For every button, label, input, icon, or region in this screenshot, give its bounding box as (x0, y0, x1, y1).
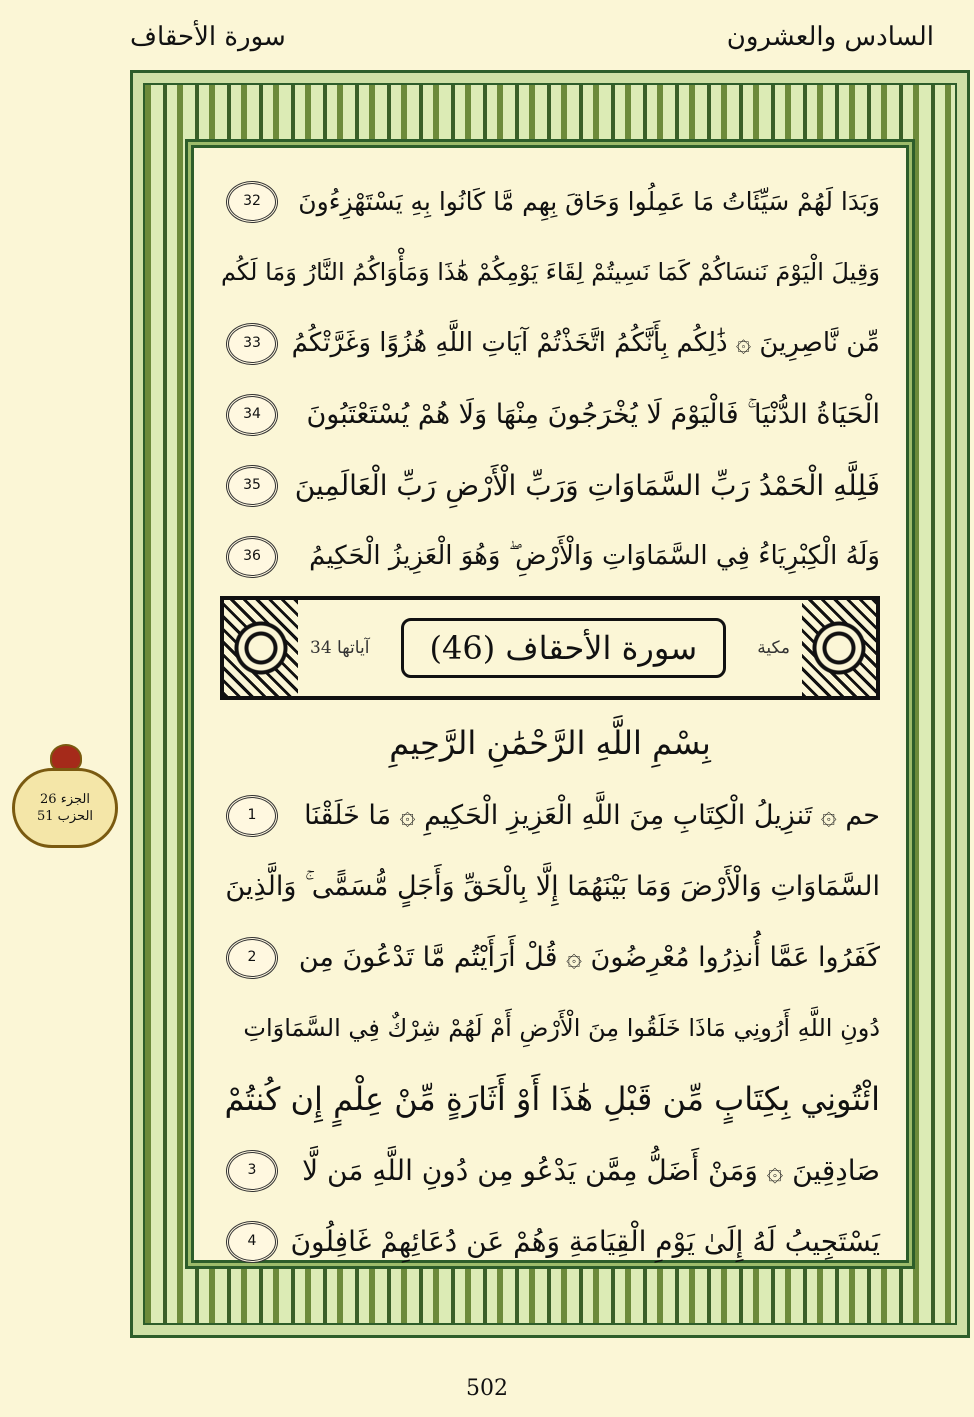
ayah-marker-icon: 33 (226, 323, 278, 365)
juz-header: السادس والعشرون (726, 22, 934, 52)
verse-text: الْحَيَاةُ الدُّنْيَا ۚ فَالْيَوْمَ لَا يُخْرَجُونَ مِنْهَا وَلَا هُمْ يُسْتَعْتَبُونَ (306, 399, 880, 430)
verse-line (220, 166, 880, 237)
surah-banner (220, 596, 880, 700)
verse-line (220, 993, 880, 1064)
verse-line (220, 780, 880, 851)
verse-line (220, 521, 880, 592)
verse-line (220, 922, 880, 993)
verse-text: كَفَرُوا عَمَّا أُنذِرُوا مُعْرِضُونَ ۞ قُلْ أَرَأَيْتُم مَّا تَدْعُونَ مِن (298, 942, 880, 973)
verse-text: وَقِيلَ الْيَوْمَ نَنسَاكُمْ كَمَا نَسِيتُمْ لِقَاءَ يَوْمِكُمْ هَٰذَا وَمَأْوَاكُمُ النَّارُ وَمَا لَكُم (220, 258, 880, 286)
page-number: 502 (466, 1376, 508, 1401)
ayah-marker-icon: 1 (226, 795, 278, 837)
banner-ornament-icon (224, 600, 298, 696)
verse-text: يَسْتَجِيبُ لَهُ إِلَىٰ يَوْمِ الْقِيَامَةِ وَهُمْ عَن دُعَائِهِمْ غَافِلُونَ (290, 1225, 880, 1258)
ayah-marker-icon: 2 (226, 937, 278, 979)
page-frame (130, 70, 970, 1338)
banner-ornament-icon (802, 600, 876, 696)
verse-line (220, 1064, 880, 1135)
verse-text: وَلَهُ الْكِبْرِيَاءُ فِي السَّمَاوَاتِ وَالْأَرْضِ ۖ وَهُوَ الْعَزِيزُ الْحَكِيمُ (309, 541, 880, 571)
surah-title: سورة الأحقاف (46) (401, 618, 727, 678)
ayah-marker-icon: 4 (226, 1221, 278, 1263)
verse-text: وَبَدَا لَهُمْ سَيِّئَاتُ مَا عَمِلُوا وَحَاقَ بِهِم مَّا كَانُوا بِهِ يَسْتَهْزِءُونَ (298, 187, 880, 216)
verse-line (220, 237, 880, 308)
text-panel (191, 145, 909, 1263)
verse-text: مِّن نَّاصِرِينَ ۞ ذَٰلِكُم بِأَنَّكُمُ اتَّخَذْتُمْ آيَاتِ اللَّهِ هُزُوًا وَغَرَّتْكُمُ (291, 328, 880, 358)
hizb-label: الحزب 51 (36, 809, 94, 824)
surah-title-text: سورة الأحقاف (505, 629, 698, 667)
verse-text: فَلِلَّهِ الْحَمْدُ رَبِّ السَّمَاوَاتِ وَرَبِّ الْأَرْضِ رَبِّ الْعَالَمِينَ (294, 469, 880, 502)
verse-line (220, 450, 880, 521)
surah-header: سورة الأحقاف (130, 22, 286, 52)
juz-label: الجزء 26 (40, 792, 90, 807)
verse-text: دُونِ اللَّهِ أَرُونِي مَاذَا خَلَقُوا مِنَ الْأَرْضِ أَمْ لَهُمْ شِرْكٌ فِي السَّمَاوَاتِ (243, 1014, 880, 1042)
verse-text: ائْتُونِي بِكِتَابٍ مِّن قَبْلِ هَٰذَا أَوْ أَثَارَةٍ مِّنْ عِلْمٍ إِن كُنتُمْ (224, 1080, 880, 1118)
ayah-marker-icon: 3 (226, 1150, 278, 1192)
ayah-count: آياتها 34 (310, 638, 370, 658)
verse-line (220, 851, 880, 922)
ayah-marker-icon: 35 (226, 465, 278, 507)
bismillah: بِسْمِ اللَّهِ الرَّحْمَٰنِ الرَّحِيمِ (389, 724, 711, 762)
verse-text: السَّمَاوَاتِ وَالْأَرْضَ وَمَا بَيْنَهُمَا إِلَّا بِالْحَقِّ وَأَجَلٍ مُّسَمًّى ۚ وَالَّذِينَ (225, 871, 880, 902)
ayah-marker-icon: 32 (226, 181, 278, 223)
juz-hizb-marker (14, 744, 118, 840)
surah-number: 46 (442, 629, 483, 667)
verse-text: صَادِقِينَ ۞ وَمَنْ أَضَلُّ مِمَّن يَدْعُو مِن دُونِ اللَّهِ مَن لَّا (302, 1154, 880, 1187)
verse-text: حم ۞ تَنزِيلُ الْكِتَابِ مِنَ اللَّهِ الْعَزِيزِ الْحَكِيمِ ۞ مَا خَلَقْنَا (304, 800, 880, 831)
verse-line (220, 1135, 880, 1206)
ayah-marker-icon: 36 (226, 536, 278, 578)
ayah-marker-icon: 34 (226, 394, 278, 436)
revelation-type: مكية (757, 638, 790, 658)
verse-line (220, 1206, 880, 1277)
verse-line (220, 308, 880, 379)
verse-line (220, 379, 880, 450)
